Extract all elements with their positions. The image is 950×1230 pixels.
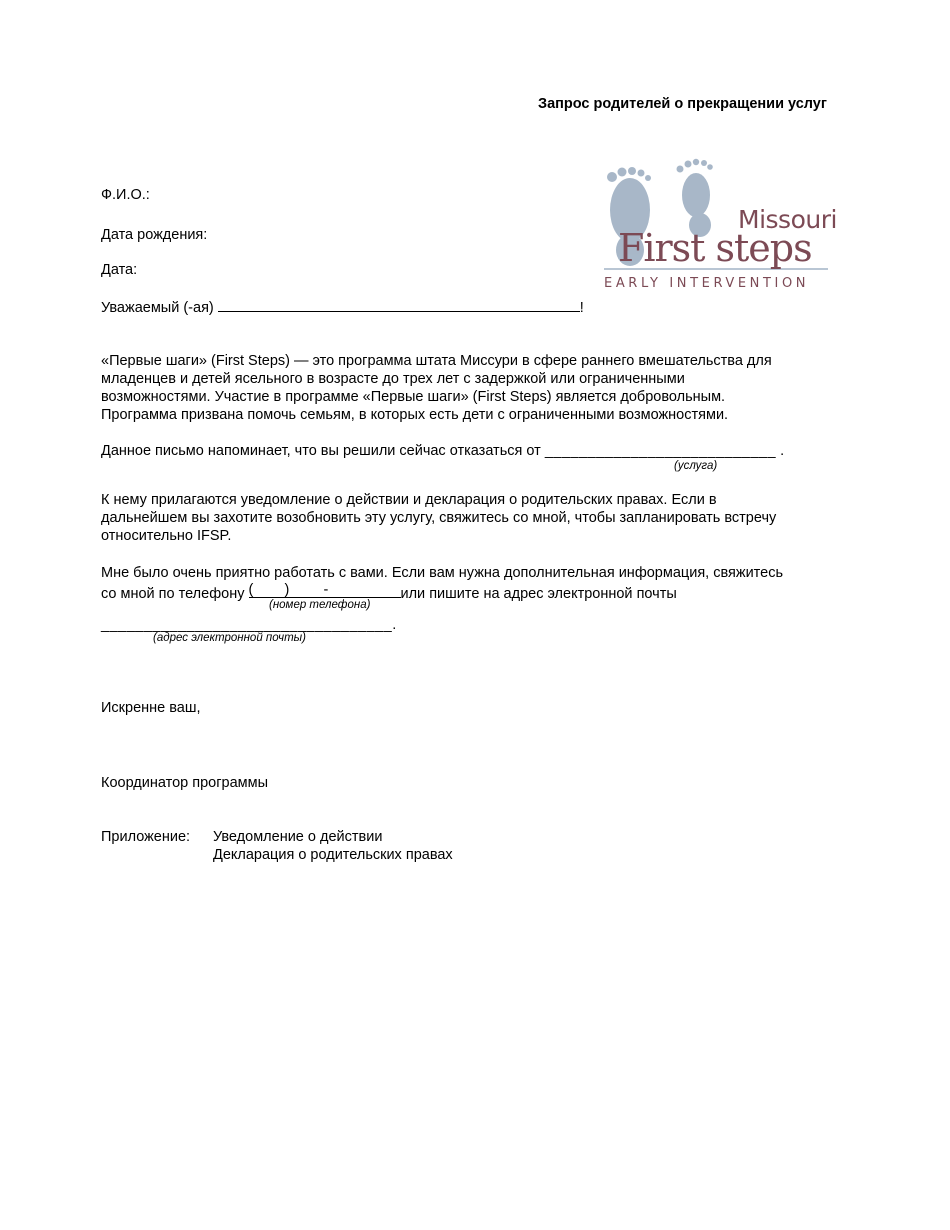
date-label: Дата:: [101, 262, 138, 278]
document-title: Запрос родителей о прекращении услуг: [538, 96, 827, 112]
intro-line-4: Программа призвана помочь семьям, в которых есть дети с ограниченными возможностями.: [101, 407, 729, 423]
enclosure-item-2: Декларация о родительских правах: [213, 847, 453, 863]
intro-line-2: младенцев и детей ясельного в возрасте до трех лет с задержкой или ограниченными: [101, 371, 685, 387]
dob-label: Дата рождения:: [101, 227, 208, 243]
first-steps-logo: [600, 155, 837, 295]
attachment-line-2: дальнейшем вы захотите возобновить эту услугу, свяжитесь со мной, чтобы запланировать встречу: [101, 510, 777, 526]
phone-caption: (номер телефона): [269, 599, 371, 611]
logo-name: First steps: [618, 226, 812, 270]
phone-open-paren: (: [248, 582, 254, 598]
service-caption: (услуга): [674, 460, 718, 472]
phone-field[interactable]: [249, 581, 401, 598]
enclosure-item-1: Уведомление о действии: [213, 829, 383, 845]
logo-state: Missouri: [738, 205, 837, 234]
dear-label: Уважаемый (-ая): [101, 300, 214, 316]
contact-line-2-start: со мной по телефону: [101, 586, 245, 602]
attachment-line-3: относительно IFSP.: [101, 528, 232, 544]
reminder-end: .: [780, 443, 785, 459]
phone-dash: -: [323, 582, 329, 598]
email-end: .: [392, 617, 397, 633]
service-field[interactable]: ___________________________: [544, 443, 777, 459]
logo-subtitle: EARLY INTERVENTION: [604, 276, 810, 291]
email-field[interactable]: __________________________________: [101, 617, 393, 633]
closing-sincerely: Искренне ваш,: [101, 700, 201, 716]
signature-title: Координатор программы: [101, 775, 269, 791]
dear-end: !: [579, 300, 584, 316]
name-label: Ф.И.О.:: [101, 187, 150, 203]
contact-line-2-end: или пишите на адрес электронной почты: [400, 586, 677, 602]
email-caption: (адрес электронной почты): [153, 632, 306, 644]
intro-line-3: возможностями. Участие в программе «Первые шаги» (First Steps) является добровольным.: [101, 389, 726, 405]
contact-line-2: [101, 581, 677, 603]
recipient-name-field[interactable]: [218, 297, 580, 312]
intro-line-1: «Первые шаги» (First Steps) — это программа штата Миссури в сфере раннего вмешательства для: [101, 353, 772, 369]
reminder-text: Данное письмо напоминает, что вы решили сейчас отказаться от: [101, 443, 541, 459]
attachment-line-1: К нему прилагаются уведомление о действии и декларация о родительских правах. Если в: [101, 492, 717, 508]
contact-line-1: Мне было очень приятно работать с вами. Если вам нужна дополнительная информация, свяжитесь: [101, 565, 784, 581]
phone-close-paren: ): [284, 582, 290, 598]
enclosure-label: Приложение:: [101, 829, 191, 845]
reminder-line: [101, 442, 784, 460]
salutation-line: [101, 297, 584, 317]
